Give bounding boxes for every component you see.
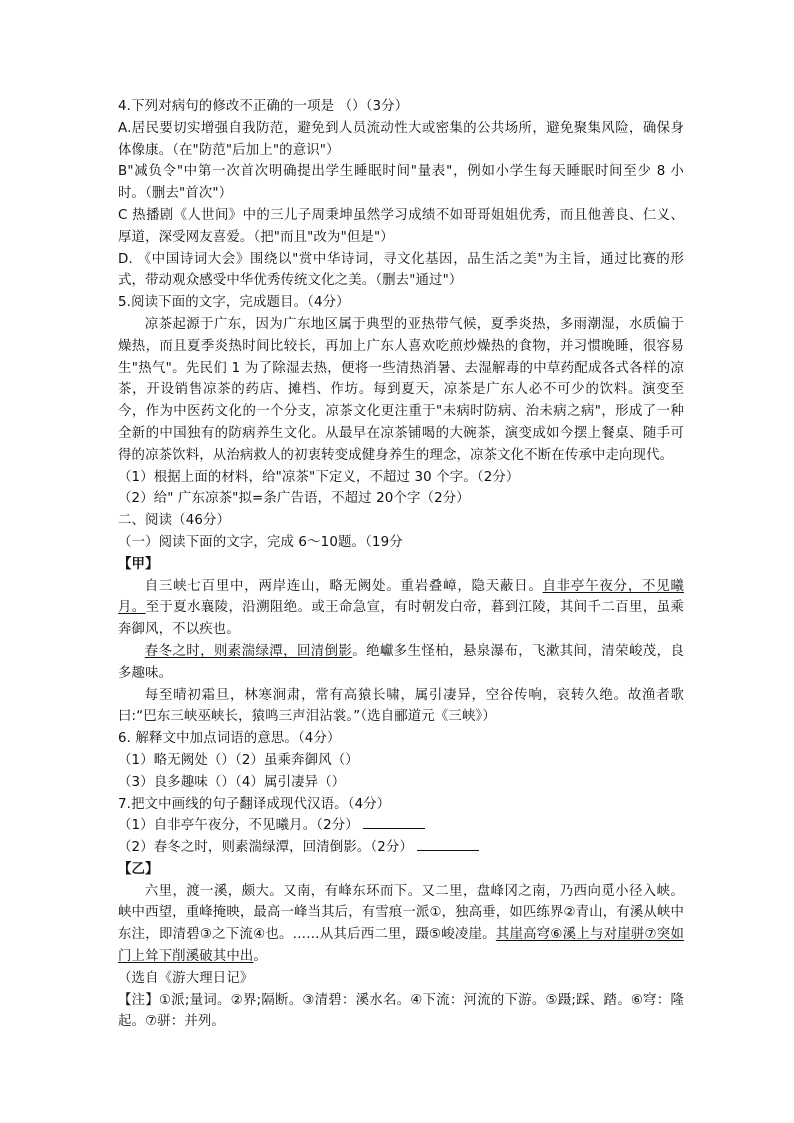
jia-p2-text: 。绝巘多生怪柏，悬泉瀑布，飞漱其间，清荣峻茂，良多趣味。 (118, 643, 684, 681)
q4-option-d: D. 《中国诗词大会》围绕以"赏中华诗词，寻文化基因，品生活之美"为主旨，通过比赛的形式，带动观众感受中华优秀传统文化之美。（删去"通过"） (118, 251, 684, 289)
q6-line1: （1）略无阙处（）（2）虽乘奔御风（） (118, 752, 359, 768)
jia-p2-underlined: 春冬之时，则素湍绿潭，回清倒影 (144, 643, 353, 659)
q7-sub1: （1）自非亭午夜分，不见曦月。（2分） (118, 818, 359, 834)
document-page (118, 96, 684, 1033)
section2-part1: （一）阅读下面的文字，完成 6～10题。（19分 (118, 534, 403, 550)
q4-option-b: B"减负令"中第一次首次明确提出学生睡眠时间"量表"，例如小学生每天睡眠时间至少 8 小时。（删去"首次"） (118, 164, 684, 202)
jia-p1-text-2: 至于夏水襄陵，沿溯阻绝。或王命急宣，有时朝发白帝，暮到江陵，其间千二百里，虽乘奔御风，不以疾也。 (118, 600, 684, 638)
q4-option-c: C 热播剧《人世间》中的三儿子周秉坤虽然学习成绩不如哥哥姐姐优秀，而且他善良、仁义、厚道，深受网友喜爱。（把"而且"改为"但是"） (118, 207, 684, 245)
yi-source: （选自《游大理日记》 (118, 970, 254, 986)
answer-blank (363, 816, 425, 829)
yi-paragraph (118, 881, 684, 968)
q7-sub2-line (118, 837, 684, 859)
q6-line2: （3）良多趣味（）（4）属引凄异（） (118, 774, 346, 790)
q7-stem: 7.把文中画线的句子翻译成现代汉语。（4分） (118, 796, 391, 812)
yi-note: 【注】①派;量词。②界;隔断。③清碧：溪水名。④下流：河流的下游。⑤蹑;踩、踏。⑥穹：隆起。⑦骈：并列。 (118, 992, 684, 1030)
section2-title: 二、阅读（46分） (118, 513, 231, 529)
answer-blank (417, 838, 479, 851)
q5-passage: 凉茶起源于广东，因为广东地区属于典型的亚热带气候，夏季炎热，多雨潮湿，水质偏于燥热，而且夏季炎热时间比较长，再加上广东人喜欢吃煎炒燥热的食物，并习惯晚睡，很容易生"热气"。先民们 1 为了除湿去热，便将一些清热消暑、去湿解毒的中草药配成各式各样的凉茶，开设销售凉茶的药店、摊档、作坊。每到夏天，凉茶是广东人必不可少的饮料。演变至今，作为中医药文化的一个分支，凉茶文化更注重于"未病时防病、治未病之病"，形成了一种全新的中国独有的防病养生文化。从最早在凉茶铺喝的大碗茶，演变成如今摆上餐桌、随手可得的凉茶饮料，从治病救人的初衷转变成健身养生的理念，凉茶文化不断在传承中走向现代。 (118, 316, 684, 463)
jia-paragraph-3: 每至晴初霜旦，林寒涧肃，常有高猿长啸，属引凄异，空谷传响，哀转久绝。故渔者歌曰:“巴东三峡巫峡长，猿鸣三声泪沾裳。”（选自郦道元《三峡》） (118, 687, 684, 725)
yi-p1-underlined: 其崖高穹⑥溪上与对崖骈⑦突如门上耸下削溪破其中出 (118, 927, 684, 965)
yi-p1-text: 六里，渡一溪，颇大。又南，有峰东环而下。又二里，盘峰冈之南，乃西向觅小径入峡。峡中西望，重峰掩映，最高一峰当其后，有雪痕一派①，独高垂，如匹练界②青山，有溪从峡中东注，即清碧③之下流④也。……从其后西二里，蹑⑤峻凌崖。 (118, 883, 684, 943)
q5-sub2: （2）给" 广东凉茶"拟=条广告语，不超过 20个字（2分） (118, 491, 470, 507)
q6-stem: 6. 解释文中加点词语的意思。（4分） (118, 731, 341, 747)
jia-p1-text: 自三峡七百里中，两岸连山，略无阙处。重岩叠嶂，隐天蔽日。 (144, 578, 543, 594)
q5-stem: 5.阅读下面的文字，完成题目。（4分） (118, 295, 350, 311)
jia-paragraph-2 (118, 641, 684, 685)
jia-label: 【甲】 (118, 556, 159, 572)
q4-option-a: A.居民要切实增强自我防范，避免到人员流动性大或密集的公共场所，避免聚集风险，确保身体像康。（在"防范"后加上"的意识"） (118, 120, 684, 158)
jia-p1-underlined: 自非亭午夜分，不见曦月。 (118, 578, 684, 616)
jia-paragraph-1 (118, 576, 684, 641)
q4-stem: 4.下列对病句的修改不正确的一项是 （）（3分） (118, 99, 409, 114)
q7-sub2: （2）春冬之时，则素湍绿潭，回清倒影。（2分） (118, 840, 413, 856)
q5-sub1: （1）根据上面的材料，给"凉茶"下定义，不超过 30 个字。（2分） (118, 469, 520, 485)
q7-sub1-line (118, 815, 684, 837)
yi-p1-text-2: 。 (253, 949, 267, 965)
yi-label: 【乙】 (118, 861, 159, 877)
